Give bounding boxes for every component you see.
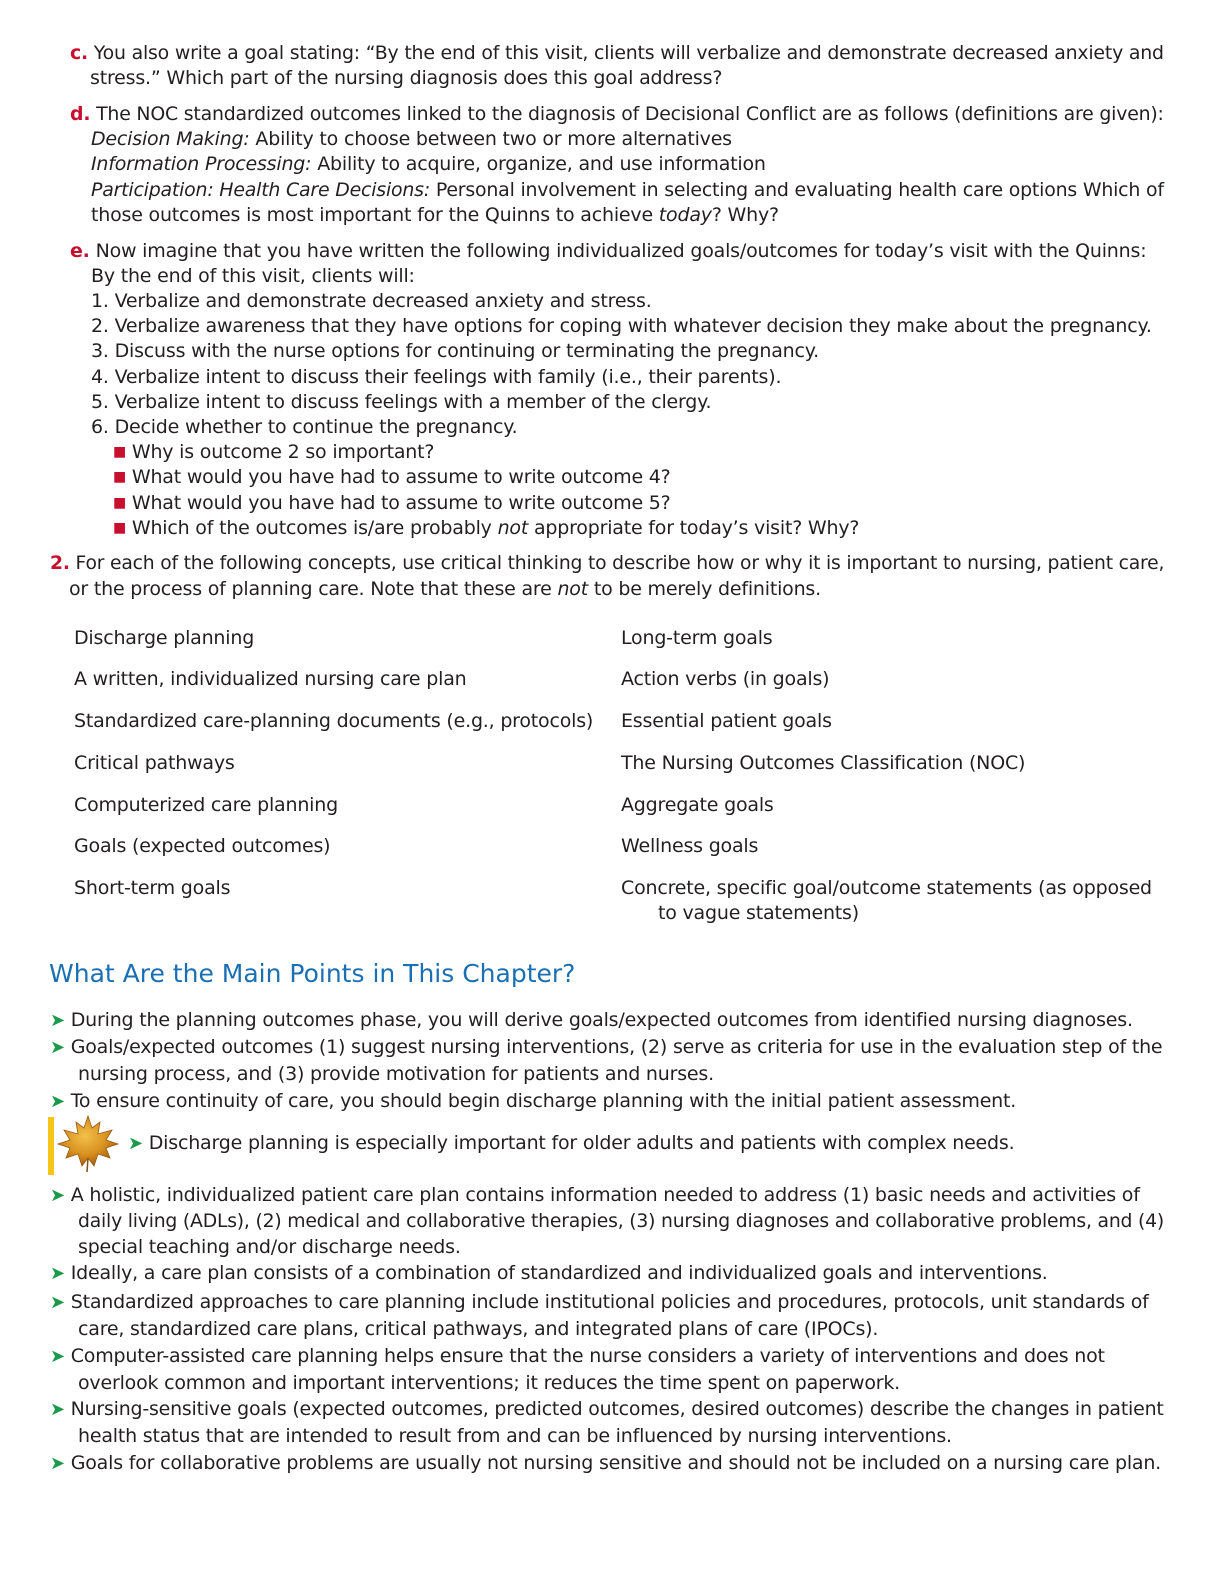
q1c-text-1: You also write a goal stating: “By the end of this visit, clients will verbalize and demonstrate decreased anxiety and bbox=[93, 42, 1164, 64]
main-point-text: Ideally, a care plan consists of a combination of standardized and individualized goals and interventions. bbox=[70, 1262, 1048, 1284]
concept-item-continuation: to vague statements) bbox=[658, 902, 859, 924]
noc-outcome-def: Personal involvement in selecting and evaluating health care options Which of bbox=[435, 179, 1164, 201]
green-arrow-icon: ➤ bbox=[128, 1133, 143, 1154]
question-bullet bbox=[113, 519, 859, 538]
main-point-cont: overlook common and important interventions; it reduces the time spent on paperwork. bbox=[78, 1372, 900, 1394]
green-arrow-icon: ➤ bbox=[50, 1346, 65, 1367]
main-point-text: A holistic, individualized patient care plan contains information needed to address (1) basic needs and activities of bbox=[70, 1184, 1140, 1206]
main-point bbox=[50, 1293, 1149, 1312]
q1c-label: c. bbox=[70, 42, 88, 64]
maple-leaf-icon bbox=[54, 1112, 122, 1174]
main-point-cont: special teaching and/or discharge needs. bbox=[78, 1236, 461, 1258]
question-bullet bbox=[113, 494, 671, 513]
q2-line2 bbox=[69, 580, 821, 599]
main-point bbox=[50, 1038, 1162, 1057]
main-point-cont: health status that are intended to result from and can be influenced by nursing interventions. bbox=[78, 1425, 952, 1447]
bullet-text-post: appropriate for today’s visit? Why? bbox=[533, 517, 860, 539]
green-arrow-icon: ➤ bbox=[50, 1091, 65, 1112]
q2-text-2-pre: or the process of planning care. Note that these are bbox=[69, 578, 552, 600]
concept-item: Goals (expected outcomes) bbox=[74, 835, 331, 857]
q1d-last-em: today bbox=[658, 204, 712, 226]
goal-item: 1. Verbalize and demonstrate decreased anxiety and stress. bbox=[91, 290, 652, 312]
green-arrow-icon: ➤ bbox=[50, 1037, 65, 1058]
red-square-bullet-icon: ■ bbox=[113, 469, 127, 485]
q1e-label: e. bbox=[70, 240, 90, 262]
main-point bbox=[50, 1400, 1164, 1419]
q1d-text-1: The NOC standardized outcomes linked to the diagnosis of Decisional Conflict are as follows (definitions are given): bbox=[96, 103, 1164, 125]
main-point bbox=[50, 1347, 1105, 1366]
concept-item: The Nursing Outcomes Classification (NOC) bbox=[621, 752, 1026, 774]
green-arrow-icon: ➤ bbox=[50, 1263, 65, 1284]
q2-label: 2. bbox=[50, 552, 70, 574]
q1d-last-post: ? Why? bbox=[711, 204, 779, 226]
main-point-cont: daily living (ADLs), (2) medical and collaborative therapies, (3) nursing diagnoses and collaborative problems, and (4) bbox=[78, 1210, 1165, 1232]
main-point-text: To ensure continuity of care, you should begin discharge planning with the initial patient assessment. bbox=[70, 1090, 1017, 1112]
main-point-text: Goals/expected outcomes (1) suggest nursing interventions, (2) serve as criteria for use in the evaluation step of the bbox=[70, 1036, 1163, 1058]
red-square-bullet-icon: ■ bbox=[113, 495, 127, 511]
main-point bbox=[50, 1186, 1140, 1205]
main-point-text: During the planning outcomes phase, you will derive goals/expected outcomes from identified nursing diagnoses. bbox=[70, 1009, 1133, 1031]
q2-text-1: For each of the following concepts, use critical thinking to describe how or why it is important to nursing, patient care, bbox=[75, 552, 1165, 574]
q1d-line1 bbox=[70, 105, 1164, 124]
green-arrow-icon: ➤ bbox=[50, 1185, 65, 1206]
older-adult-callout bbox=[128, 1134, 1014, 1153]
q2-text-2-post: to be merely definitions. bbox=[593, 578, 821, 600]
q2-line1 bbox=[50, 554, 1164, 573]
green-arrow-icon: ➤ bbox=[50, 1010, 65, 1031]
bullet-text: Which of the outcomes is/are probably bbox=[131, 517, 492, 539]
main-point-text: Discharge planning is especially important for older adults and patients with complex needs. bbox=[148, 1132, 1015, 1154]
goal-item: 4. Verbalize intent to discuss their feelings with family (i.e., their parents). bbox=[91, 366, 782, 388]
q1e-text-2: By the end of this visit, clients will: bbox=[91, 265, 415, 287]
noc-outcome-name: Participation: Health Care Decisions: bbox=[91, 179, 431, 201]
main-point-text: Goals for collaborative problems are usually not nursing sensitive and should not be included on a nursing care plan. bbox=[70, 1452, 1162, 1474]
noc-outcome-def: Ability to choose between two or more alternatives bbox=[255, 128, 732, 150]
concept-item: Critical pathways bbox=[74, 752, 235, 774]
concept-item: Essential patient goals bbox=[621, 710, 832, 732]
goal-item: 5. Verbalize intent to discuss feelings with a member of the clergy. bbox=[91, 391, 712, 413]
main-point bbox=[50, 1092, 1016, 1111]
goal-item: 2. Verbalize awareness that they have options for coping with whatever decision they make about the pregnancy. bbox=[91, 315, 1152, 337]
q1e-line1 bbox=[70, 242, 1146, 261]
q1d-label: d. bbox=[70, 103, 91, 125]
concept-item: A written, individualized nursing care plan bbox=[74, 668, 467, 690]
main-point bbox=[50, 1454, 1161, 1473]
bullet-text: What would you have had to assume to write outcome 4? bbox=[131, 466, 671, 488]
green-arrow-icon: ➤ bbox=[50, 1399, 65, 1420]
main-point-cont: nursing process, and (3) provide motivation for patients and nurses. bbox=[78, 1063, 714, 1085]
goal-item: 3. Discuss with the nurse options for continuing or terminating the pregnancy. bbox=[91, 340, 819, 362]
main-point-text: Standardized approaches to care planning include institutional policies and procedures, protocols, unit standards of bbox=[70, 1291, 1149, 1313]
concept-item: Aggregate goals bbox=[621, 794, 774, 816]
noc-outcome-name: Information Processing: bbox=[91, 153, 312, 175]
main-points-heading: What Are the Main Points in This Chapter? bbox=[49, 959, 576, 988]
q1c-text-2: stress.” Which part of the nursing diagnosis does this goal address? bbox=[90, 67, 723, 89]
concept-item: Short-term goals bbox=[74, 877, 231, 899]
red-square-bullet-icon: ■ bbox=[113, 520, 127, 536]
q1d-last-line bbox=[91, 206, 779, 225]
q1e-text-1: Now imagine that you have written the following individualized goals/outcomes for today’s visit with the Quinns: bbox=[95, 240, 1147, 262]
noc-outcome-name: Decision Making: bbox=[91, 128, 250, 150]
concept-item: Wellness goals bbox=[621, 835, 759, 857]
q1d-last-pre: those outcomes is most important for the Quinns to achieve bbox=[91, 204, 653, 226]
goal-item: 6. Decide whether to continue the pregnancy. bbox=[91, 416, 518, 438]
bullet-text: What would you have had to assume to write outcome 5? bbox=[131, 492, 671, 514]
red-square-bullet-icon: ■ bbox=[113, 444, 127, 460]
green-arrow-icon: ➤ bbox=[50, 1292, 65, 1313]
noc-outcome-def: Ability to acquire, organize, and use information bbox=[317, 153, 766, 175]
main-point bbox=[50, 1264, 1048, 1283]
noc-outcome-information-processing bbox=[91, 155, 766, 174]
question-bullet bbox=[113, 443, 434, 462]
q1c-line1 bbox=[70, 44, 1164, 63]
bullet-text: Why is outcome 2 so important? bbox=[131, 441, 435, 463]
question-bullet bbox=[113, 468, 671, 487]
green-arrow-icon: ➤ bbox=[50, 1453, 65, 1474]
concept-item: Long-term goals bbox=[621, 627, 773, 649]
bullet-em: not bbox=[497, 517, 529, 539]
concept-item: Computerized care planning bbox=[74, 794, 338, 816]
main-point bbox=[50, 1011, 1133, 1030]
concept-item: Standardized care-planning documents (e.g., protocols) bbox=[74, 710, 594, 732]
concept-item: Discharge planning bbox=[74, 627, 255, 649]
concept-item: Concrete, specific goal/outcome statements (as opposed bbox=[621, 877, 1152, 899]
noc-outcome-decision-making bbox=[91, 130, 732, 149]
concept-item: Action verbs (in goals) bbox=[621, 668, 830, 690]
q2-text-2-em: not bbox=[557, 578, 588, 600]
main-point-cont: care, standardized care plans, critical pathways, and integrated plans of care (IPOCs). bbox=[78, 1318, 879, 1340]
main-point-text: Nursing-sensitive goals (expected outcomes, predicted outcomes, desired outcomes) describe the changes in patient bbox=[70, 1398, 1164, 1420]
noc-outcome-participation bbox=[91, 181, 1164, 200]
main-point-text: Computer-assisted care planning helps ensure that the nurse considers a variety of interventions and does not bbox=[70, 1345, 1105, 1367]
